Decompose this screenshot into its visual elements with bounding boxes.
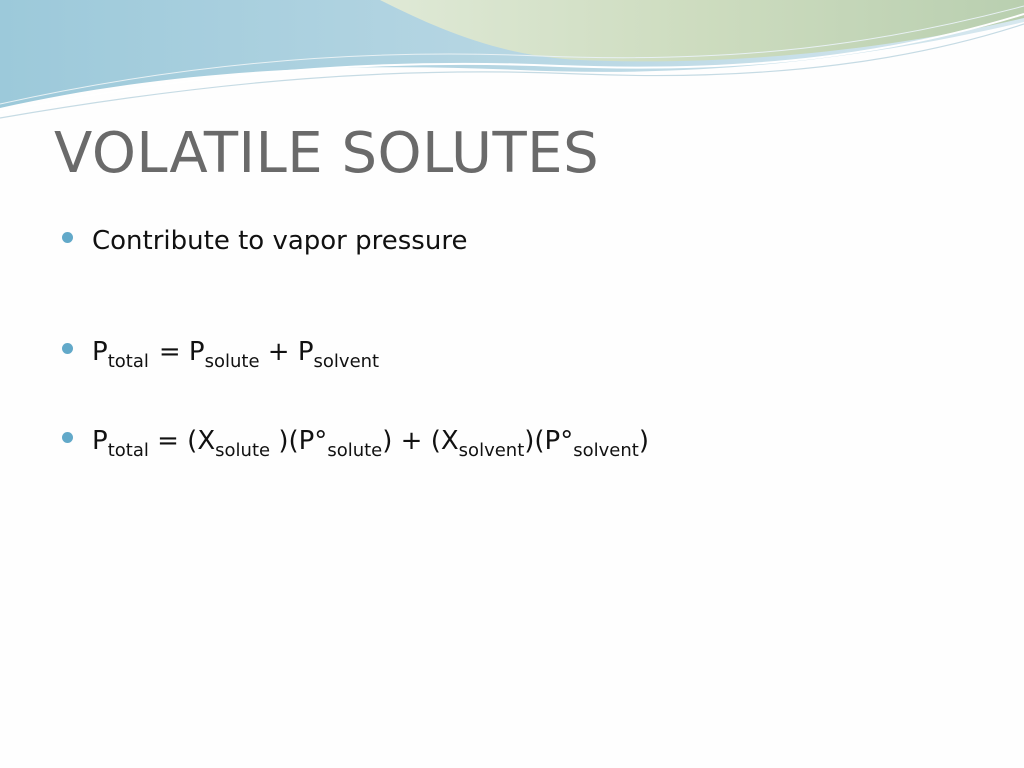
eq2-sub-solute-1: solute — [215, 440, 271, 461]
eq2-p: P — [92, 426, 108, 456]
bullet-item-ptotal-equation — [62, 337, 380, 372]
eq2-mid1-text: )(P° — [278, 426, 328, 456]
bullet-dot-icon — [62, 232, 73, 243]
bullet-text: Contribute to vapor pressure — [92, 226, 468, 256]
eq1-p: P — [92, 337, 108, 367]
eq2-open-text: = (X — [157, 426, 216, 456]
eq1-equals-p: = P — [158, 337, 205, 367]
eq1-sub-total: total — [107, 351, 149, 372]
eq1-sub-solute: solute — [204, 351, 260, 372]
wave-decoration — [0, 0, 1024, 130]
eq1-plus-p — [260, 337, 314, 367]
bullet-item-vapor-pressure — [62, 226, 467, 256]
eq2-mid1 — [270, 426, 327, 456]
eq2-mid2: ) + (X — [382, 426, 459, 456]
eq2-sub-total: total — [107, 440, 149, 461]
slide-title: VOLATILE SOLUTES — [54, 121, 600, 186]
eq1-plus-p-text: + P — [267, 337, 314, 367]
eq2-mid3: )(P° — [524, 426, 574, 456]
bullet-item-raoult-equation — [62, 426, 649, 461]
eq2-sub-solvent-1: solvent — [458, 440, 525, 461]
eq2-sub-solute-2: solute — [327, 440, 383, 461]
bullet-dot-icon — [62, 432, 73, 443]
eq2-open — [149, 426, 215, 456]
eq2-close: ) — [638, 426, 649, 456]
eq2-sub-solvent-2: solvent — [573, 440, 639, 461]
eq1-sub-solvent: solvent — [313, 351, 380, 372]
bullet-dot-icon — [62, 343, 73, 354]
